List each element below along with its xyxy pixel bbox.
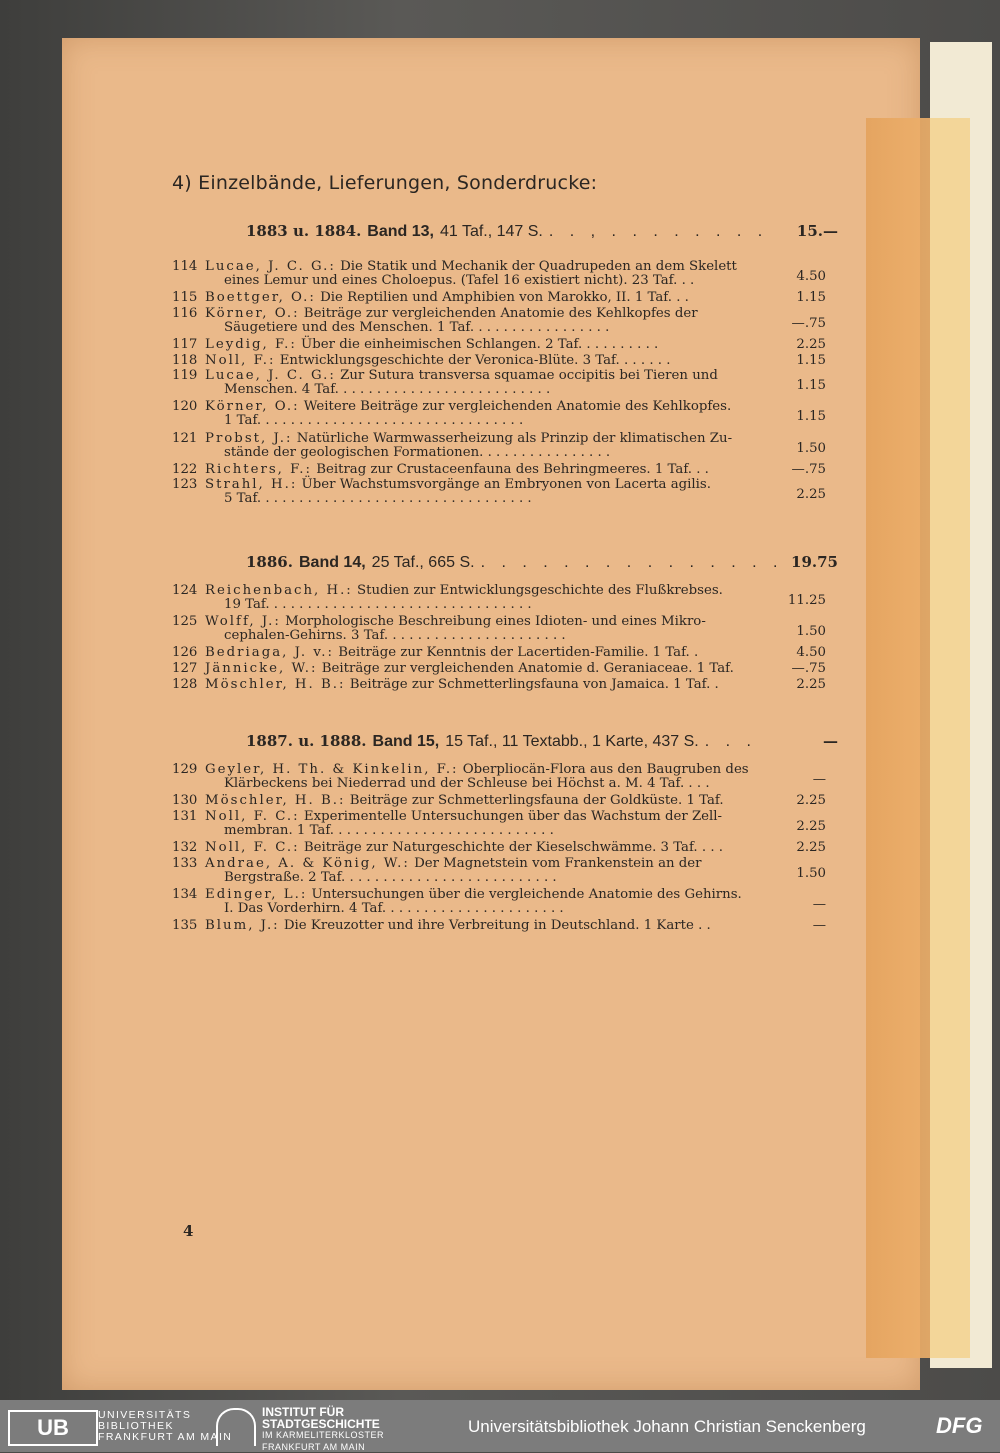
volume-name: Band 13, [367,223,434,241]
entry-price: 1.15 [766,410,826,424]
entry-price: 2.25 [766,338,826,352]
entry-description: Klärbeckens bei Niederrad und der Schleuse bei Höchst a. M. 4 Taf. . . . [224,776,710,791]
entry-description: Die Statik und Mechanik der Quadrupeden an dem Skelett [340,259,737,274]
entry-description: membran. 1 Taf. . . . . . . . . . . . . . . . . . . . . . . . . . . [224,823,554,838]
entry-item [172,888,832,916]
entry-description: stände der geologischen Formationen. . . . . . . . . . . . . . . . [224,445,610,460]
entry-text-line [205,919,783,933]
entry-text-line [205,857,783,871]
entry-number: 131 [172,810,206,824]
entry-description: Untersuchungen über die vergleichende Anatomie des Gehirns. [312,887,742,902]
entry-item [172,432,832,460]
entry-text-line [224,598,802,612]
entry-price: 1.50 [766,442,826,456]
entry-description: Zur Sutura transversa squamae occipitis bei Tieren und [340,368,718,383]
entry-text-line [205,478,783,492]
entry-item [172,584,832,612]
entry-text-line [205,369,783,383]
entry-price: — [766,898,826,912]
entry-item [172,291,832,305]
entry-description: Die Kreuzotter und ihre Verbreitung in Deutschland. 1 Karte . . [284,918,711,933]
entry-number: 119 [172,369,206,383]
entry-author: Leydig, F.: [205,337,297,352]
isg-text-line: STADTGESCHICHTE [262,1419,384,1431]
entry-text-line [224,777,802,791]
volume-details: 25 Taf., 665 S. [372,554,475,572]
volume-header-14 [246,553,838,572]
entry-text-line [224,414,802,428]
entry-text-line [205,763,783,777]
volume-years: 1886. [246,553,293,571]
entry-item [172,678,832,692]
entry-description: Der Magnetstein vom Frankenstein an der [414,856,701,871]
entry-item [172,794,832,808]
entry-price: 1.50 [766,625,826,639]
entry-number: 116 [172,307,206,321]
entry-text-line [205,338,783,352]
entry-description: Entwicklungsgeschichte der Veronica-Blüte. 3 Taf. . . . . . . [280,353,671,368]
entry-text-line [224,902,802,916]
entry-text-line [224,824,802,838]
entry-description: Weitere Beiträge zur vergleichenden Anatomie des Kehlkopfes. [304,399,731,414]
entry-item [172,369,832,397]
ub-text-line: UNIVERSITÄTS [98,1410,232,1421]
volume-years: 1883 u. 1884. [246,222,361,240]
entry-text-line [205,260,783,274]
entry-number: 117 [172,338,206,352]
entry-description: Über Wachstumsvorgänge an Embryonen von Lacerta agilis. [302,477,711,492]
entry-author: Strahl, H.: [205,477,297,492]
entry-price: 4.50 [766,270,826,284]
entry-number: 127 [172,662,206,676]
entry-author: Noll, F. C.: [205,809,300,824]
entry-number: 134 [172,888,206,902]
entry-author: Reichenbach, H.: [205,583,353,598]
entry-text-line [205,888,783,902]
entry-price: 1.15 [766,354,826,368]
entry-description: Oberpliocän-Flora aus den Baugruben des [463,762,749,777]
entry-author: Lucae, J. C. G.: [205,259,336,274]
entry-number: 124 [172,584,206,598]
entry-number: 115 [172,291,206,305]
entry-price: 2.25 [766,678,826,692]
entry-item [172,841,832,855]
entry-number: 133 [172,857,206,871]
entry-item [172,646,832,660]
entry-price: — [766,773,826,787]
ub-logo-text [98,1410,232,1443]
volume-leader-dots: . . . . . . . . . . . . . . . [481,554,785,572]
entry-item [172,400,832,428]
entry-description: Beiträge zur vergleichenden Anatomie des Kehlkopfes der [304,306,698,321]
entry-item [172,615,832,643]
entry-text-line [205,584,783,598]
entry-price: 2.25 [766,794,826,808]
entry-description: 19 Taf. . . . . . . . . . . . . . . . . . . . . . . . . . . . . . . . [224,597,532,612]
entry-description: I. Das Vorderhirn. 4 Taf. . . . . . . . . . . . . . . . . . . . . . [224,901,564,916]
entry-text-line [205,678,783,692]
entry-author: Körner, O.: [205,306,300,321]
entry-item [172,307,832,335]
entry-author: Andrae, A. & König, W.: [205,856,410,871]
entry-number: 118 [172,354,206,368]
entry-item [172,463,832,477]
entry-author: Körner, O.: [205,399,300,414]
entry-item [172,763,832,791]
entry-number: 126 [172,646,206,660]
page-number: 4 [183,1222,193,1240]
entry-number: 129 [172,763,206,777]
viewer-footer [0,1400,1000,1452]
volume-header-13 [246,222,838,241]
entry-price: — [766,919,826,933]
entry-description: Natürliche Warmwasserheizung als Prinzip der klimatischen Zu- [297,431,732,446]
entry-price: 1.15 [766,379,826,393]
entry-price: 2.25 [766,488,826,502]
entry-text-line [224,274,802,288]
ub-text-line: BIBLIOTHEK [98,1421,232,1432]
volume-price: — [823,732,838,750]
entry-author: Richters, F.: [205,462,312,477]
entry-text-line [224,321,802,335]
entry-price: 11.25 [766,594,826,608]
entry-number: 120 [172,400,206,414]
entry-description: Beiträge zur vergleichenden Anatomie d. Geraniaceae. 1 Taf. [322,661,734,676]
entry-price: —.75 [766,463,826,477]
entry-description: 5 Taf. . . . . . . . . . . . . . . . . . . . . . . . . . . . . . . . . [224,491,532,506]
ub-logo[interactable]: UB [8,1410,98,1446]
entry-number: 130 [172,794,206,808]
volume-years: 1887. u. 1888. [246,732,367,750]
entry-description: Experimentelle Untersuchungen über das Wachstum der Zell- [304,809,722,824]
ub-text-line: FRANKFURT AM MAIN [98,1432,232,1443]
entry-description: Säugetiere und des Menschen. 1 Taf. . . . . . . . . . . . . . . . . [224,320,609,335]
entry-text-line [224,383,802,397]
entry-price: 2.25 [766,841,826,855]
entry-number: 128 [172,678,206,692]
entry-description: Menschen. 4 Taf. . . . . . . . . . . . . . . . . . . . . . . . . . [224,382,550,397]
volume-header-15 [246,732,838,751]
volume-details: 15 Taf., 11 Textabb., 1 Karte, 437 S. [445,733,699,751]
entry-description: Die Reptilien und Amphibien von Marokko, II. 1 Taf. . . [320,290,689,305]
entry-item [172,857,832,885]
entry-author: Geyler, H. Th. & Kinkelin, F.: [205,762,459,777]
isg-logo-text[interactable] [262,1407,384,1453]
entry-text-line [224,871,802,885]
volume-details: 41 Taf., 147 S. [440,223,543,241]
entry-item [172,919,832,933]
entry-description: Beiträge zur Schmetterlingsfauna der Goldküste. 1 Taf. [350,793,724,808]
entry-author: Bedriaga, J. v.: [205,645,334,660]
entry-author: Boettger, O.: [205,290,316,305]
volume-price: 19.75 [791,553,838,571]
entry-author: Möschler, H. B.: [205,793,345,808]
entry-item [172,478,832,506]
entry-text-line [224,629,802,643]
entry-description: Über die einheimischen Schlangen. 2 Taf. . . . . . . . . . [301,337,658,352]
entry-number: 125 [172,615,206,629]
entry-text-line [205,615,783,629]
entry-number: 122 [172,463,206,477]
entry-author: Jännicke, W.: [205,661,318,676]
volume-name: Band 15, [373,733,440,751]
entry-price: 4.50 [766,646,826,660]
entry-text-line [205,432,783,446]
entry-description: cephalen-Gehirns. 3 Taf. . . . . . . . . . . . . . . . . . . . . . [224,628,566,643]
entry-item [172,260,832,288]
entry-text-line [205,291,783,305]
entry-text-line [205,662,783,676]
entry-author: Edinger, L.: [205,887,307,902]
entry-number: 123 [172,478,206,492]
entry-description: Studien zur Entwicklungsgeschichte des Flußkrebses. [357,583,723,598]
entry-text-line [205,810,783,824]
isg-text-line: INSTITUT FÜR [262,1407,384,1419]
arch-icon [216,1408,256,1446]
entry-item [172,662,832,676]
entry-description: Beiträge zur Schmetterlingsfauna von Jamaica. 1 Taf. . [350,677,719,692]
entry-author: Noll, F. C.: [205,840,300,855]
entry-item [172,354,832,368]
entry-description: Beiträge zur Naturgeschichte der Kieselschwämme. 3 Taf. . . . [304,840,723,855]
isg-text-line: IM KARMELITERKLOSTER [262,1430,384,1442]
entry-author: Möschler, H. B.: [205,677,345,692]
entry-price: —.75 [766,662,826,676]
entry-description: eines Lemur und eines Choloepus. (Tafel 16 existiert nicht). 23 Taf. . . [224,273,694,288]
volume-leader-dots: . . . [705,733,817,751]
volume-leader-dots: . . , . . . . . . . . [549,223,791,241]
entry-author: Noll, F.: [205,353,275,368]
entry-number: 135 [172,919,206,933]
entry-description: Beiträge zur Kenntnis der Lacertiden-Familie. 1 Taf. . [338,645,698,660]
entry-item [172,338,832,352]
isg-text-line: FRANKFURT AM MAIN [262,1442,384,1453]
entry-item [172,810,832,838]
entry-text-line [205,841,783,855]
dfg-logo[interactable]: DFG [936,1413,982,1439]
entry-author: Lucae, J. C. G.: [205,368,336,383]
entry-price: 1.50 [766,867,826,881]
volume-price: 15.— [797,222,838,240]
section-heading: 4) Einzelbände, Lieferungen, Sonderdrucke: [172,172,597,194]
entry-text-line [205,307,783,321]
entry-text-line [205,463,783,477]
entry-number: 114 [172,260,206,274]
entry-price: —.75 [766,317,826,331]
entry-description: Morphologische Beschreibung eines Idioten- und eines Mikro- [285,614,706,629]
entry-number: 132 [172,841,206,855]
entry-text-line [205,400,783,414]
entry-description: Beitrag zur Crustaceenfauna des Behringmeeres. 1 Taf. . . [316,462,709,477]
entry-description: Bergstraße. 2 Taf. . . . . . . . . . . . . . . . . . . . . . . . . . [224,870,557,885]
volume-name: Band 14, [299,554,366,572]
entry-description: 1 Taf. . . . . . . . . . . . . . . . . . . . . . . . . . . . . . . . [224,413,523,428]
entry-text-line [224,446,802,460]
library-name[interactable]: Universitätsbibliothek Johann Christian Senckenberg [468,1417,866,1437]
entry-author: Blum, J.: [205,918,280,933]
entry-author: Wolff, J.: [205,614,281,629]
entry-price: 1.15 [766,291,826,305]
entry-number: 121 [172,432,206,446]
entry-text-line [205,354,783,368]
entry-text-line [205,794,783,808]
entry-text-line [224,492,802,506]
entry-author: Probst, J.: [205,431,292,446]
entry-text-line [205,646,783,660]
entry-price: 2.25 [766,820,826,834]
